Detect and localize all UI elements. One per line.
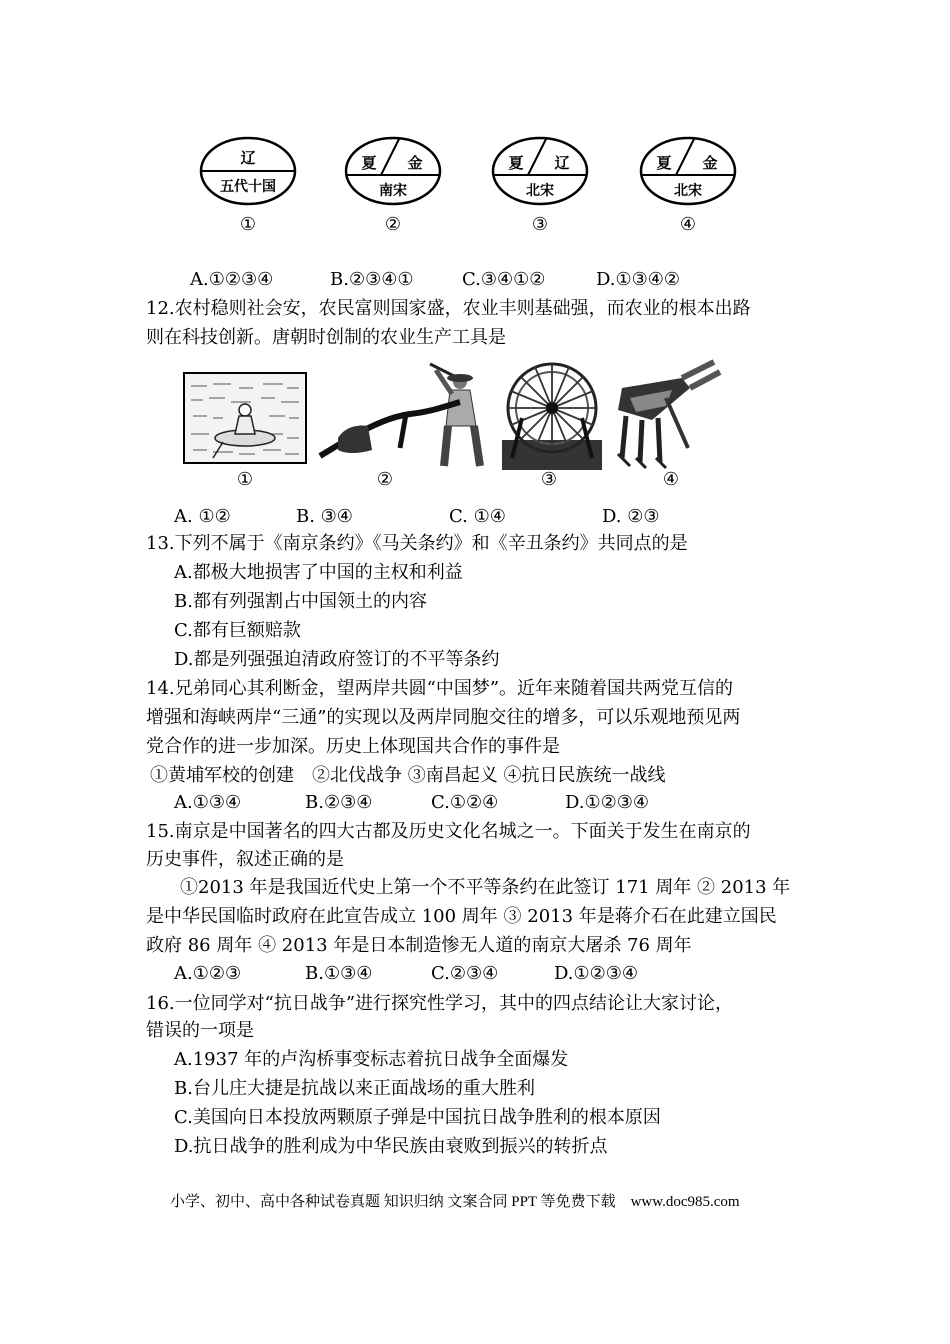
option: D.①②③④ [554, 963, 639, 984]
q16-stem: 错误的一项是 [146, 1020, 254, 1041]
q14-items: ①黄埔军校的创建 ②北伐战争 ③南昌起义 ④抗日民族统一战线 [150, 765, 666, 786]
q15-items: 是中华民国临时政府在此宣告成立 100 周年 ③ 2013 年是蒋介石在此建立国民 [146, 906, 777, 927]
option: A.1937 年的卢沟桥事变标志着抗日战争全面爆发 [174, 1049, 569, 1070]
option: C.①②④ [431, 792, 499, 813]
q14-stem: 增强和海峡两岸“三通”的实现以及两岸同胞交往的增多，可以乐观地预见两 [146, 707, 741, 728]
map-label: 金 [702, 154, 718, 172]
farmer-plough-image [310, 358, 490, 468]
q16-stem: 16.一位同学对“抗日战争”进行探究性学习，其中的四点结论让大家讨论， [146, 993, 734, 1014]
option: A.①②③ [174, 963, 242, 984]
option: B.②③④ [305, 792, 373, 813]
option: D. ②③ [602, 506, 660, 527]
map-label: 五代十国 [220, 179, 276, 195]
map-label: 南宋 [379, 183, 407, 199]
q14-stem: 党合作的进一步加深。历史上体现国共合作的事件是 [146, 736, 560, 757]
map-label: 辽 [554, 154, 570, 172]
q14-options [0, 791, 950, 815]
map-circle-2 [343, 135, 443, 207]
waterwheel-image [502, 358, 602, 470]
map-label: 夏 [656, 154, 672, 172]
image-number: ① [236, 469, 254, 490]
option: A. ①② [174, 506, 231, 527]
page-footer: 小学、初中、高中各种试卷真题 知识归纳 文案合同 PPT 等免费下载 www.doc985.com [170, 1194, 740, 1210]
option: D.①②③④ [565, 792, 650, 813]
q15-stem: 15.南京是中国著名的四大古都及历史文化名城之一。下面关于发生在南京的 [146, 821, 751, 842]
q12-stem: 则在科技创新。唐朝时创制的农业生产工具是 [146, 327, 506, 348]
map-label: 夏 [508, 154, 524, 172]
q14-stem: 14.兄弟同心其利断金，望两岸共圆“中国梦”。近年来随着国共两党互信的 [146, 678, 734, 699]
option: C.③④①② [462, 269, 546, 290]
option: D.都是列强强迫清政府签订的不平等条约 [174, 649, 500, 670]
map-label: 北宋 [526, 183, 554, 199]
image-number: ④ [662, 469, 680, 490]
map-label: 金 [407, 154, 423, 172]
map-circle-1 [198, 135, 298, 207]
map-number: ④ [679, 214, 697, 235]
seed-drill-image [612, 358, 722, 470]
option: A.①③④ [174, 792, 242, 813]
map-circle-3 [490, 135, 590, 207]
map-label: 辽 [240, 149, 256, 167]
farming-scene-image [183, 372, 307, 464]
option: A.都极大地损害了中国的主权和利益 [174, 562, 463, 583]
q15-items: ①2013 年是我国近代史上第一个不平等条约在此签订 171 周年 ② 2013 年 [180, 877, 791, 898]
option: B.都有列强割占中国领土的内容 [174, 591, 427, 612]
map-label: 夏 [361, 154, 377, 172]
q12-options [0, 505, 950, 529]
option: B.①③④ [305, 963, 373, 984]
q15-stem: 历史事件，叙述正确的是 [146, 849, 344, 870]
option: B.台儿庄大捷是抗战以来正面战场的重大胜利 [174, 1078, 535, 1099]
map-label: 北宋 [674, 183, 702, 199]
q13-stem: 13.下列不属于《南京条约》《马关条约》和《辛丑条约》共同点的是 [146, 533, 688, 554]
map-number: ② [384, 214, 402, 235]
option: D.抗日战争的胜利成为中华民族由衰败到振兴的转折点 [174, 1136, 608, 1157]
option: D.①③④② [596, 269, 681, 290]
map-number: ① [239, 214, 257, 235]
q12-stem: 12.农村稳则社会安，农民富则国家盛，农业丰则基础强，而农业的根本出路 [146, 298, 751, 319]
option: C.②③④ [431, 963, 499, 984]
q11-options [0, 268, 950, 292]
option: C. ①④ [449, 506, 506, 527]
option: B. ③④ [296, 506, 353, 527]
q15-items: 政府 86 周年 ④ 2013 年是日本制造惨无人道的南京大屠杀 76 周年 [146, 935, 692, 956]
option: C.美国向日本投放两颗原子弹是中国抗日战争胜利的根本原因 [174, 1107, 661, 1128]
image-number: ③ [540, 469, 558, 490]
map-number: ③ [531, 214, 549, 235]
map-circle-4 [638, 135, 738, 207]
option: C.都有巨额赔款 [174, 620, 301, 641]
q15-options [0, 962, 950, 986]
image-number: ② [376, 469, 394, 490]
option: A.①②③④ [190, 269, 274, 290]
option: B.②③④① [330, 269, 414, 290]
